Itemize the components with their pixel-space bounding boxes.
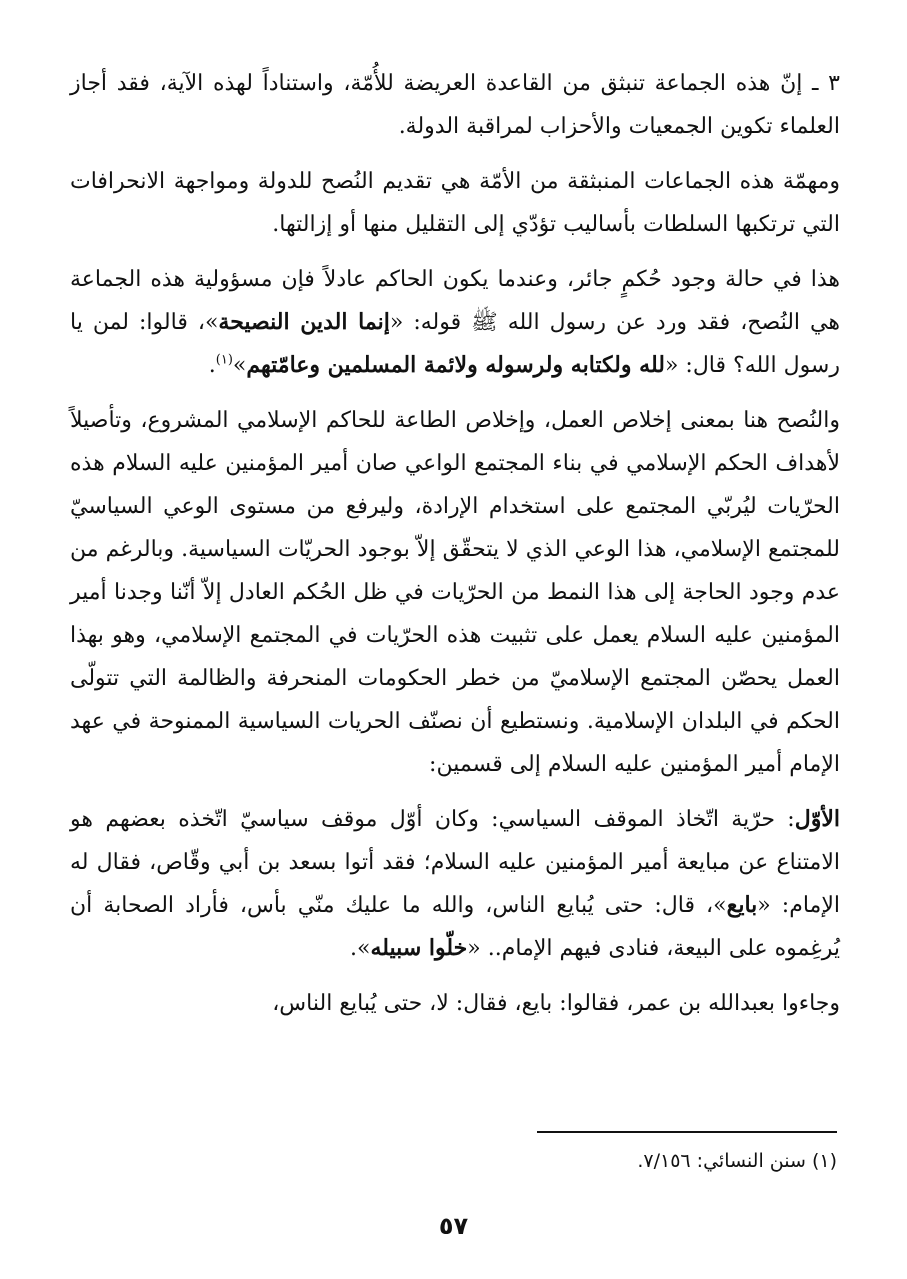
paragraph-5-text-c: ». <box>350 936 371 961</box>
paragraph-3-text-b: »، قالوا: لمن يا رسول الله؟ قال: « <box>70 310 840 378</box>
paragraph-4: والنُصح هنا بمعنى إخلاص العمل، وإخلاص الطاعة للحاكم الإسلامي المشروع، وتأصيلاً لأهداف الحكم الإسلامي في بناء المجتمع الواعي صان أمير المؤمنين عليه السلام هذه الحرّيات ليُربّي المجتمع على استخدام الإرادة، وليرفع من مستوى الوعي السياسيّ للمجتمع الإسلامي، هذا الوعي الذي لا يتحقّق إلاّ بوجود الحريّات السياسية. وبالرغم من عدم وجود الحاجة إلى هذا النمط من الحرّيات في ظل الحُكم العادل إلاّ أنّنا وجدنا أمير المؤمنين عليه السلام يعمل على تثبيت هذه الحرّيات في المجتمع الإسلامي، وهو بهذا العمل يحصّن المجتمع الإسلاميّ من خطر الحكومات المنحرفة والظالمة التي تتولّى الحكم في البلدان الإسلامية. ونستطيع أن نصنّف الحريات السياسية الممنوحة في عهد الإمام أمير المؤمنين عليه السلام إلى قسمين: <box>70 408 840 777</box>
paragraph-5-text-a: : حرّية اتّخاذ الموقف السياسي: وكان أوّل موقف سياسيّ اتّخذه بعضهم هو الامتناع عن مبايعة أمير المؤمنين عليه السلام؛ فقد أتوا بسعد بن أبي وقّاص، فقال له الإمام: « <box>70 807 840 918</box>
quote-khallu: خلّوا سبيله <box>370 935 468 961</box>
hadith-quote-1: إنما الدين النصيحة <box>218 309 390 335</box>
paragraph-1: ٣ ـ إنّ هذه الجماعة تنبثق من القاعدة العريضة للأُمّة، واستناداً لهذه الآية، فقد أجاز العلماء تكوين الجمعيات والأحزاب لمراقبة الدولة. <box>70 71 840 139</box>
page-number: ٥٧ <box>438 1212 469 1240</box>
paragraph-5-text-b: »، قال: حتى يُبايع الناس، والله ما عليك منّي بأس، فأراد الصحابة أن يُرغِموه على البيعة، فنادى فيهم الإمام.. « <box>70 893 840 961</box>
footnote-number: (١) <box>811 1150 837 1172</box>
paragraph-2: ومهمّة هذه الجماعات المنبثقة من الأمّة هي تقديم النُصح للدولة ومواجهة الانحرافات التي ترتكبها السلطات بأساليب تؤدّي إلى التقليل منها أو إزالتها. <box>70 169 840 237</box>
hadith-quote-2: لله ولكتابه ولرسوله ولائمة المسلمين وعامّتهم <box>246 352 665 378</box>
section-lead-first: الأوّل <box>794 806 840 832</box>
footnote <box>67 1146 837 1176</box>
paragraph-3 <box>70 258 840 387</box>
page-body <box>70 62 840 1037</box>
footnote-text: سنن النسائي: ٧/١٥٦. <box>637 1150 806 1172</box>
quote-baayi: بايع <box>726 892 758 918</box>
paragraph-3-text-c: » <box>232 353 247 378</box>
paragraph-6: وجاءوا بعبدالله بن عمر، فقالوا: بايع، فقال: لا، حتى يُبايع الناس، <box>272 991 840 1016</box>
footnote-separator <box>537 1131 837 1133</box>
paragraph-3-text-a: هذا في حالة وجود حُكمٍ جائر، وعندما يكون الحاكم عادلاً فإن مسؤولية هذه الجماعة هي النُصح، فقد ورد عن رسول الله ﷺ قوله: « <box>70 267 840 335</box>
paragraph-3-text-d: . <box>208 353 216 378</box>
paragraph-5 <box>70 798 840 970</box>
footnote-reference[interactable]: (١) <box>215 352 233 368</box>
